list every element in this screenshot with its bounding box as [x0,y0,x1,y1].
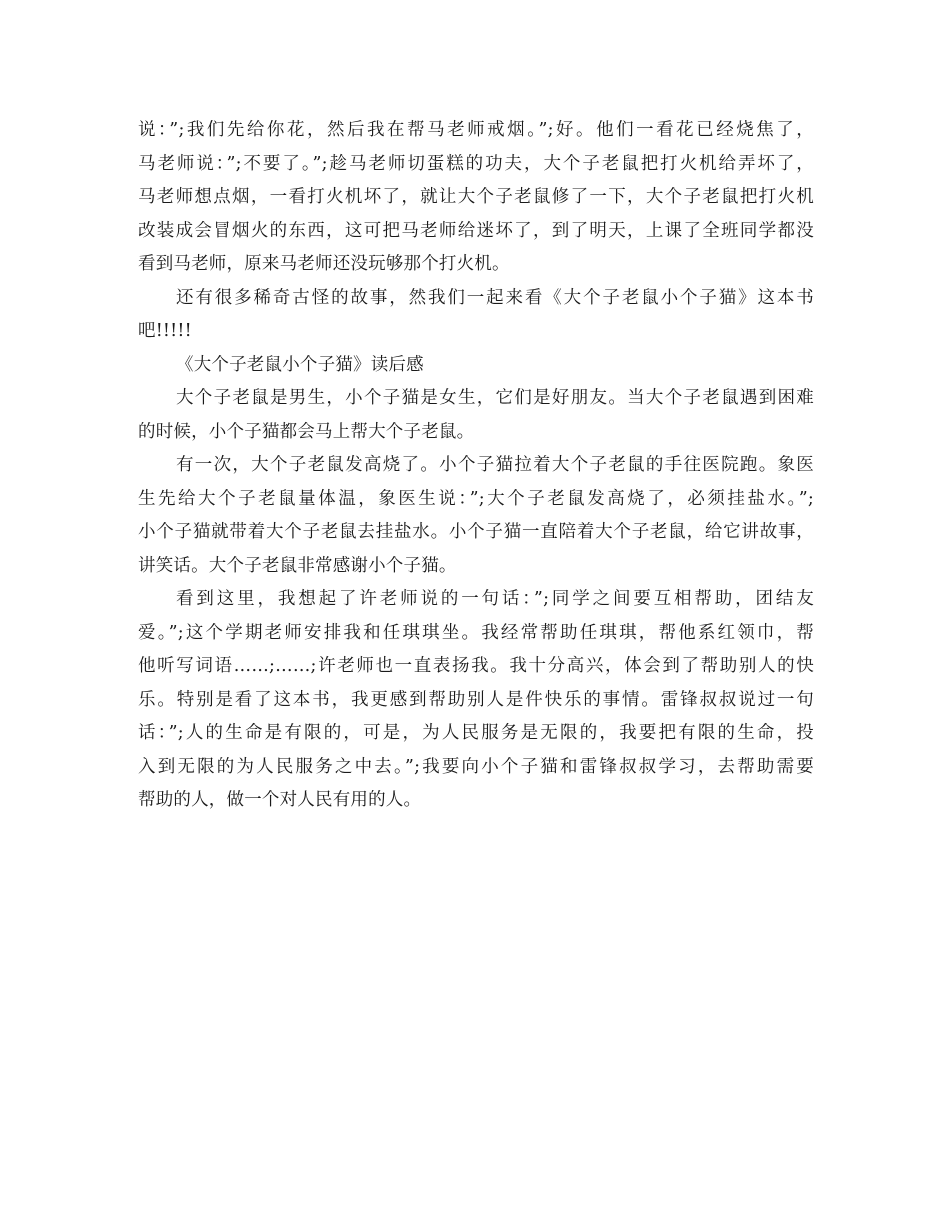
text-line: 有一次，大个子老鼠发高烧了。小个子猫拉着大个子老鼠的手往医院跑。象医 [176,455,814,475]
text-line: 乐。特别是看了这本书，我更感到帮助别人是件快乐的事情。雷锋叔叔说过一句 [138,689,814,710]
text-line: 吧!!!!! [138,321,192,341]
text-line: 生先给大个子老鼠量体温，象医生说：”;大个子老鼠发高烧了，必须挂盐水。”; [138,488,814,509]
text-line: 小个子猫就带着大个子老鼠去挂盐水。小个子猫一直陪着大个子老鼠，给它讲故事， [138,522,814,542]
text-line: 马老师说：”;不要了。”;趁马老师切蛋糕的功夫，大个子老鼠把打火机给弄坏了， [138,153,814,174]
text-line: 看到这里，我想起了许老师说的一句话：”;同学之间要互相帮助，团结友 [176,589,814,609]
text-line: 还有很多稀奇古怪的故事，然我们一起来看《大个子老鼠小个子猫》这本书 [176,287,814,308]
text-line: 改装成会冒烟火的东西，这可把马老师给迷坏了，到了明天，上课了全班同学都没 [138,220,814,241]
text-line: 爱。”;这个学期老师安排我和任琪琪坐。我经常帮助任琪琪，帮他系红领巾，帮 [138,622,814,643]
text-line: 的时候，小个子猫都会马上帮大个子老鼠。 [138,421,475,442]
text-line: 马老师想点烟，一看打火机坏了，就让大个子老鼠修了一下，大个子老鼠把打火机 [138,187,814,207]
text-line: 大个子老鼠是男生，小个子猫是女生，它们是好朋友。当大个子老鼠遇到困难 [176,388,814,408]
document-body [138,114,814,818]
text-line: 入到无限的为人民服务之中去。”;我要向小个子猫和雷锋叔叔学习，去帮助需要 [138,756,814,777]
text-line: 帮助的人，做一个对人民有用的人。 [138,790,422,810]
text-line: 说：”;我们先给你花，然后我在帮马老师戒烟。”;好。他们一看花已经烧焦了， [138,120,814,140]
text-line: 看到马老师，原来马老师还没玩够那个打火机。 [138,254,510,274]
text-line: 讲笑话。大个子老鼠非常感谢小个子猫。 [138,555,457,576]
text-line: 他听写词语……;……;许老师也一直表扬我。我十分高兴，体会到了帮助别人的快 [138,656,814,676]
text-line: 话：”;人的生命是有限的，可是，为人民服务是无限的，我要把有限的生命，投 [138,723,814,743]
text-line: 《大个子老鼠小个子猫》读后感 [176,354,424,375]
